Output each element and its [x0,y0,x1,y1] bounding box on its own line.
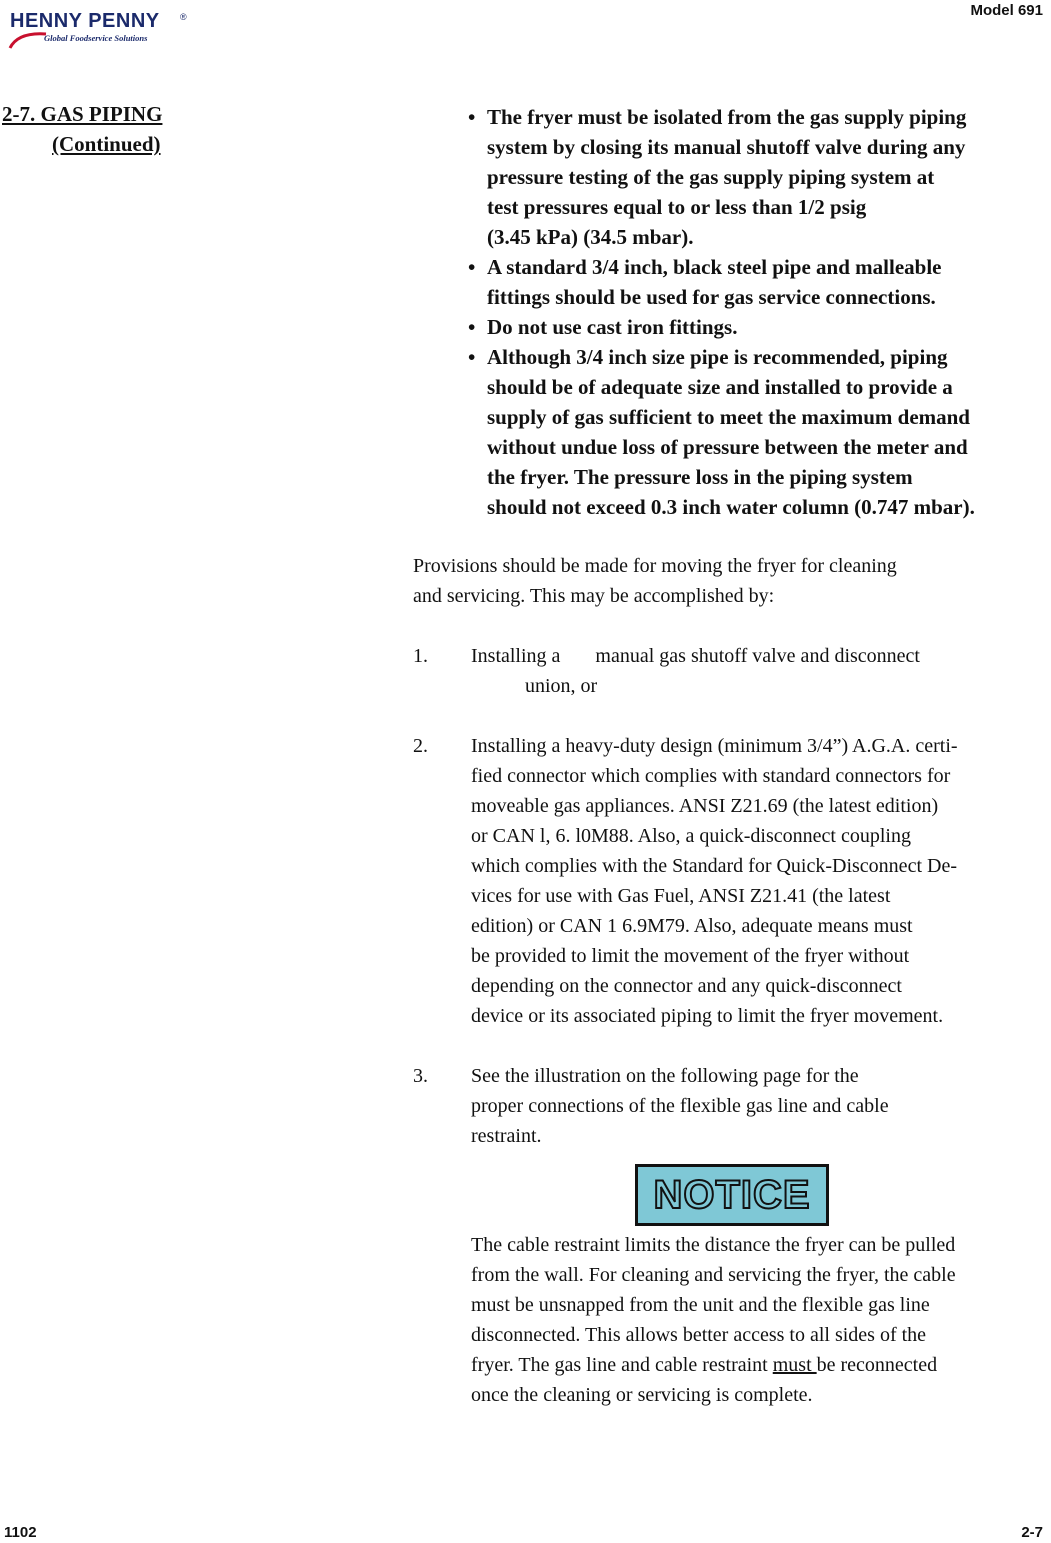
item-line: proper connections of the flexible gas line and cable [471,1095,889,1117]
item-line: Installing a heavy-duty design (minimum 3/4”) A.G.A. certi- [471,735,958,757]
numbered-item [413,731,1048,1031]
bullet-icon: • [468,345,476,369]
item-line: union, or [525,675,598,697]
item-line: moveable gas appliances. ANSI Z21.69 (the latest edition) [471,795,939,817]
item-line: be provided to limit the movement of the fryer without [471,945,910,967]
notice-line-start: fryer. The gas line and cable restraint [471,1354,773,1376]
bullet-line: supply of gas sufficient to meet the maximum demand [487,405,970,429]
item-body [471,1061,1051,1151]
bullet-icon: • [468,255,476,279]
bullet-line: should be of adequate size and installed to provide a [487,375,953,399]
bullet-item [468,252,1048,312]
item-line: depending on the connector and any quick-disconnect [471,975,902,997]
bullet-line: without undue loss of pressure between the meter and [487,435,968,459]
notice-line: disconnected. This allows better access to all sides of the [471,1324,927,1346]
section-title: 2-7. GAS PIPING [2,102,163,126]
bullet-line: pressure testing of the gas supply piping system at [487,165,935,189]
provisions-paragraph [413,551,897,611]
item-line: device or its associated piping to limit the fryer movement. [471,1005,944,1027]
item-line: which complies with the Standard for Quick-Disconnect De- [471,855,957,877]
item-body [471,731,1051,1031]
logo-tagline: Global Foodservice Solutions [44,33,148,43]
notice-line: from the wall. For cleaning and servicing the fryer, the cable [471,1264,956,1286]
item-line: vices for use with Gas Fuel, ANSI Z21.41 (the latest [471,885,891,907]
bullet-line: A standard 3/4 inch, black steel pipe and malleable [487,255,942,279]
bullet-line: the fryer. The pressure loss in the piping system [487,465,913,489]
item-line: fied connector which complies with standard connectors for [471,765,951,787]
item-line: or CAN l, 6. l0M88. Also, a quick-disconnect coupling [471,825,911,847]
paragraph-line: Provisions should be made for moving the fryer for cleaning [413,555,897,577]
paragraph-line: and servicing. This may be accomplished by: [413,585,775,607]
page-number: 2-7 [1021,1524,1043,1541]
bullet-line: test pressures equal to or less than 1/2 psig [487,195,867,219]
numbered-item [413,641,1048,701]
item-number: 3. [413,1065,428,1087]
notice-badge [635,1164,829,1226]
item-line: restraint. [471,1125,542,1147]
logo-wordmark: HENNY PENNY [10,10,160,32]
notice-line: once the cleaning or servicing is complete. [471,1384,813,1406]
item-line: See the illustration on the following page for the [471,1065,859,1087]
item-line: Installing a manual gas shutoff valve and disconnect [471,645,920,667]
bullet-item [468,312,1048,342]
section-subtitle: (Continued) [52,132,161,156]
notice-line-end: be reconnected [816,1354,938,1376]
henny-penny-logo [8,6,188,52]
bullet-list [468,102,1048,522]
bullet-icon: • [468,105,476,129]
bullet-icon: • [468,315,476,339]
bullet-line: fittings should be used for gas service connections. [487,285,936,309]
item-line: edition) or CAN 1 6.9M79. Also, adequate means must [471,915,913,937]
bullet-line: system by closing its manual shutoff valve during any [487,135,966,159]
must-emphasis: must [772,1354,817,1376]
notice-label: NOTICE [653,1172,811,1217]
bullet-line: Do not use cast iron fittings. [487,315,738,339]
notice-line [471,1350,956,1380]
notice-text [471,1230,956,1410]
bullet-item [468,342,1048,522]
bullet-item [468,102,1048,252]
registered-mark: ® [180,12,187,22]
notice-line: The cable restraint limits the distance the fryer can be pulled [471,1234,956,1256]
numbered-item [413,1061,1048,1151]
model-label: Model 691 [970,2,1043,19]
item-body [471,641,1051,701]
bullet-line: Although 3/4 inch size pipe is recommended, piping [487,345,948,369]
bullet-line: (3.45 kPa) (34.5 mbar). [487,225,694,249]
bullet-line: The fryer must be isolated from the gas supply piping [487,105,967,129]
bullet-line: should not exceed 0.3 inch water column (0.747 mbar). [487,495,975,519]
footer-date-code: 1102 [4,1524,37,1541]
item-number: 1. [413,645,428,667]
item-number: 2. [413,735,428,757]
notice-line: must be unsnapped from the unit and the flexible gas line [471,1294,930,1316]
